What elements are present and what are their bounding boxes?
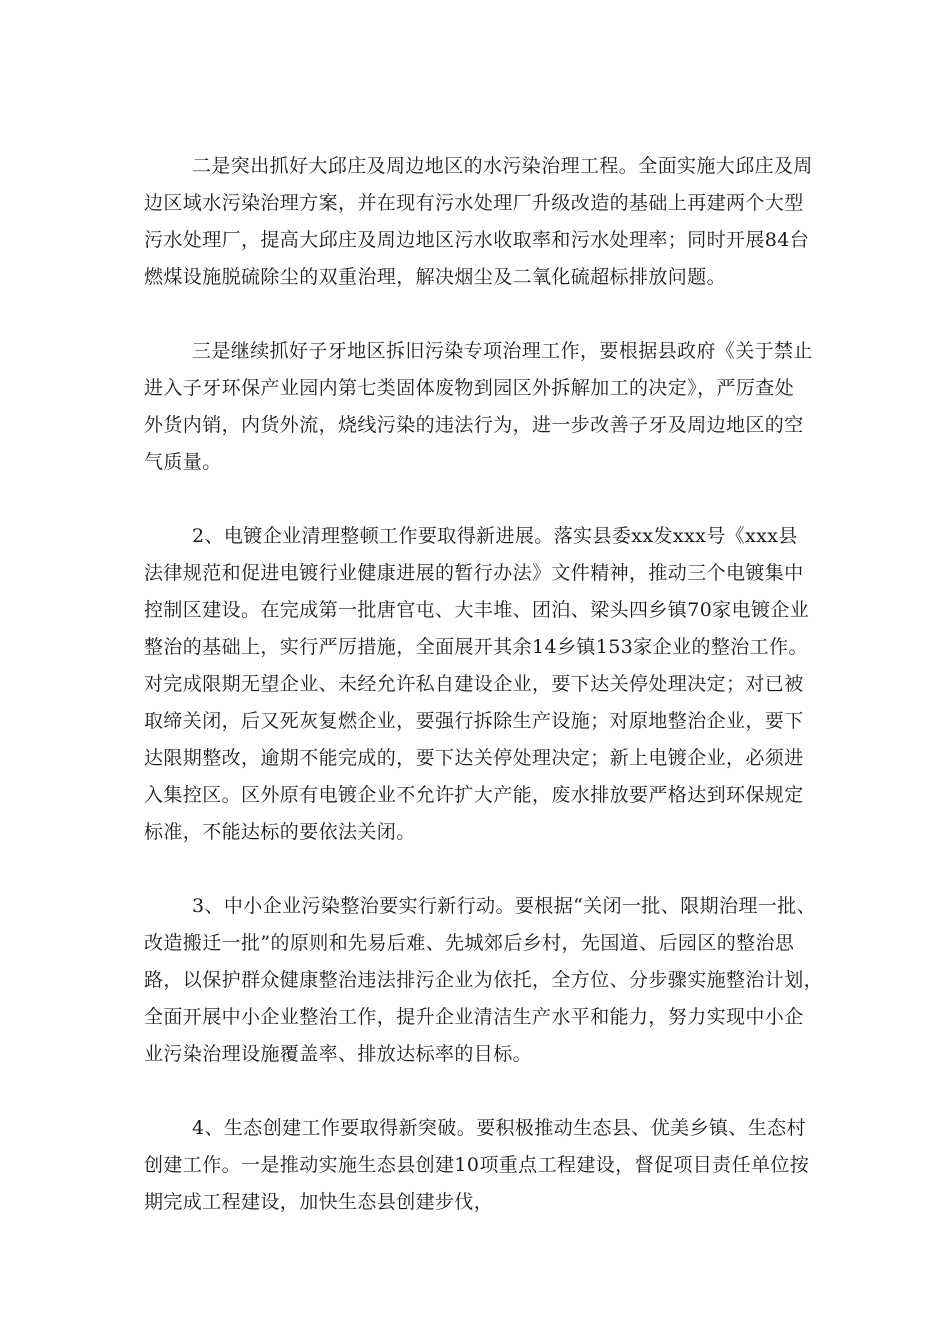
text-line: 全面开展中小企业整治工作，提升企业清洁生产水平和能力，努力实现中小企 [144,1006,804,1028]
text-line: 业污染治理设施覆盖率、排放达标率的目标。 [144,1043,533,1065]
text-line: 标准，不能达标的要依法关闭。 [144,821,416,843]
paragraph-water-pollution [144,148,814,296]
text-line: 达限期整改，逾期不能完成的，要下达关停处理决定；新上电镀企业，必须进 [144,747,804,769]
text-line: 控制区建设。在完成第一批唐官屯、大丰堆、团泊、梁头四乡镇70家电镀企业 [144,599,810,621]
text-line: 三是继续抓好子牙地区拆旧污染专项治理工作，要根据县政府《关于禁止 [192,340,813,362]
text-line: 期完成工程建设，加快生态县创建步伐， [144,1191,494,1213]
document-body [144,148,824,1258]
paragraph-ziya-pollution [144,333,814,481]
text-line: 气质量。 [144,451,222,473]
text-line: 2、电镀企业清理整顿工作要取得新进展。落实县委xx发xxx号《xxx县 [192,525,798,547]
paragraph-sme-pollution [144,888,824,1073]
paragraph-ecological [144,1110,814,1221]
text-line: 二是突出抓好大邱庄及周边地区的水污染治理工程。全面实施大邱庄及周 [192,155,813,177]
text-line: 外货内销，内货外流，烧线污染的违法行为，进一步改善子牙及周边地区的空 [144,414,804,436]
text-line: 3、中小企业污染整治要实行新行动。要根据“关闭一批、限期治理一批、 [192,895,817,917]
paragraph-electroplating [144,518,814,851]
text-line: 取缔关闭，后又死灰复燃企业，要强行拆除生产设施；对原地整治企业，要下 [144,710,804,732]
text-line: 污水处理厂，提高大邱庄及周边地区污水收取率和污水处理率；同时开展84台 [144,229,810,251]
text-line: 燃煤设施脱硫除尘的双重治理，解决烟尘及二氧化硫超标排放问题。 [144,266,727,288]
text-line: 进入子牙环保产业园内第七类固体废物到园区外拆解加工的决定》，严厉查处 [144,377,795,399]
text-line: 4、生态创建工作要取得新突破。要积极推动生态县、优美乡镇、生态村 [192,1117,806,1139]
text-line: 边区域水污染治理方案，并在现有污水处理厂升级改造的基础上再建两个大型 [144,192,804,214]
text-line: 入集控区。区外原有电镀企业不允许扩大产能，废水排放要严格达到环保规定 [144,784,804,806]
text-line: 改造搬迁一批”的原则和先易后难、先城郊后乡村，先国道、后园区的整治思 [144,932,795,954]
text-line: 法律规范和促进电镀行业健康进展的暂行办法》文件精神，推动三个电镀集中 [144,562,804,584]
text-line: 创建工作。一是推动实施生态县创建10项重点工程建设，督促项目责任单位按 [144,1154,810,1176]
text-line: 整治的基础上，实行严厉措施，全面展开其余14乡镇153家企业的整治工作。 [144,636,808,658]
text-line: 路，以保护群众健康整治违法排污企业为依托，全方位、分步骤实施整治计划， [144,969,824,991]
text-line: 对完成限期无望企业、未经允许私自建设企业，要下达关停处理决定；对已被 [144,673,804,695]
